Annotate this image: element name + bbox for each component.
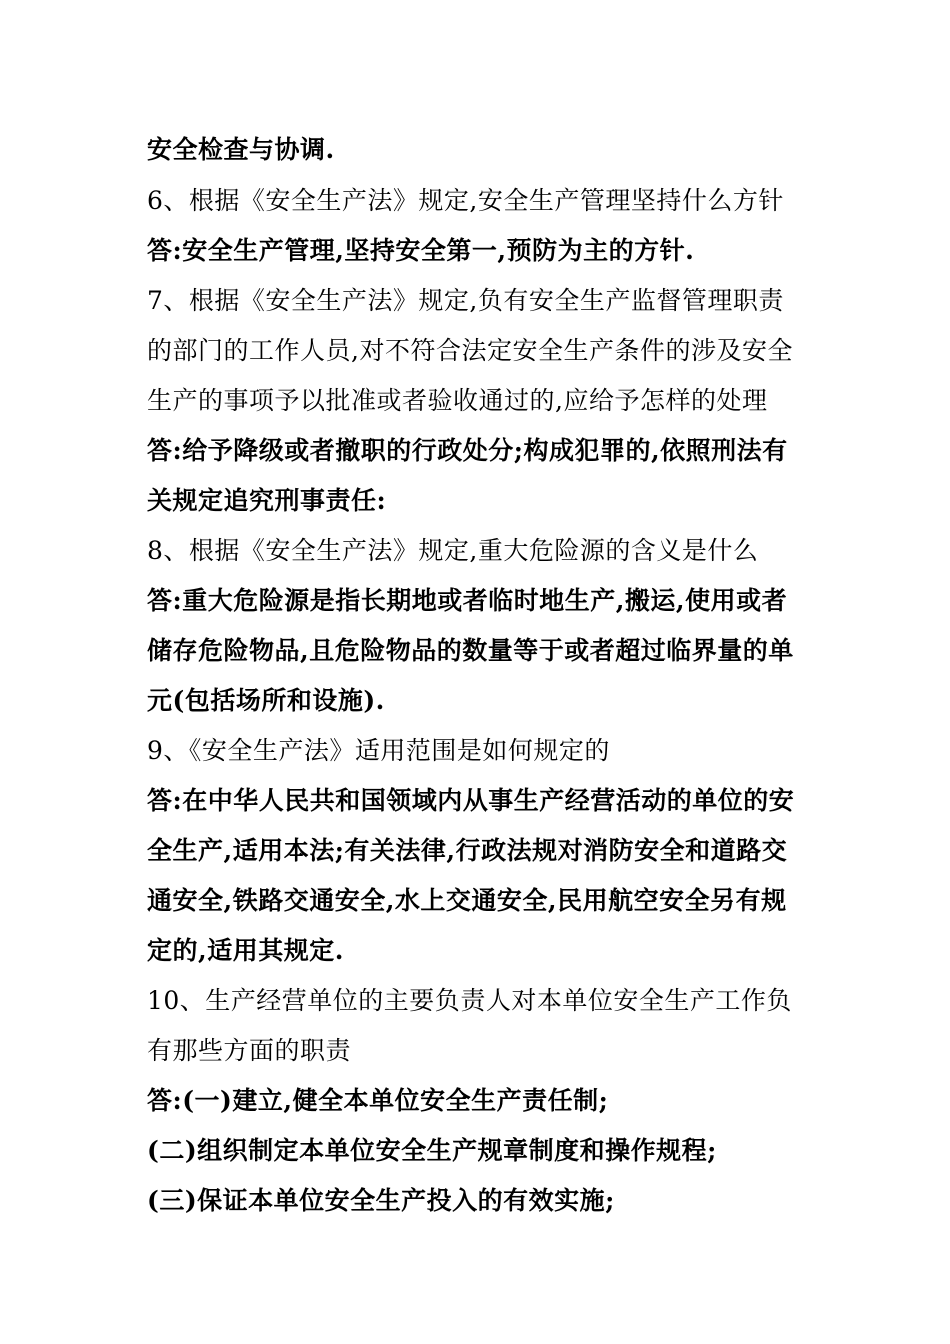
question-line: 7、根据《安全生产法》规定,负有安全生产监督管理职责 (147, 286, 784, 315)
text-line: 答:在中华人民共和国领域内从事生产经营活动的单位的安 (147, 786, 795, 815)
text-line: 关规定追究刑事责任: (147, 486, 387, 515)
text-line: 答:安全生产管理,坚持安全第一,预防为主的方针. (147, 236, 695, 265)
question-line: 有那些方面的职责 (147, 1036, 352, 1065)
question-line: 生产的事项予以批准或者验收通过的,应给予怎样的处理 (147, 386, 768, 415)
question-line: 9、《安全生产法》适用范围是如何规定的 (147, 736, 610, 765)
text-line: 安全检查与协调. (147, 135, 335, 164)
question-line: 8、根据《安全生产法》规定,重大危险源的含义是什么 (147, 536, 759, 565)
question-line: 的部门的工作人员,对不符合法定安全生产条件的涉及安全 (147, 336, 793, 365)
text-line: 答:给予降级或者撤职的行政处分;构成犯罪的,依照刑法有 (147, 436, 788, 465)
question-line: 6、根据《安全生产法》规定,安全生产管理坚持什么方针 (147, 186, 784, 215)
text-line: 答:(一)建立,健全本单位安全生产责任制; (147, 1086, 609, 1115)
text-line: (二)组织制定本单位安全生产规章制度和操作规程; (147, 1136, 717, 1165)
question-line: 10、生产经营单位的主要负责人对本单位安全生产工作负 (147, 986, 792, 1015)
text-line: (三)保证本单位安全生产投入的有效实施; (147, 1186, 615, 1215)
text-line: 定的,适用其规定. (147, 936, 344, 965)
text-line: 全生产,适用本法;有关法律,行政法规对消防安全和道路交 (147, 836, 788, 865)
text-line: 通安全,铁路交通安全,水上交通安全,民用航空安全另有规 (147, 886, 787, 915)
text-line: 元(包括场所和设施). (147, 686, 385, 715)
text-line: 答:重大危险源是指长期地或者临时地生产,搬运,使用或者 (147, 586, 788, 615)
text-line: 储存危险物品,且危险物品的数量等于或者超过临界量的单 (147, 636, 794, 665)
